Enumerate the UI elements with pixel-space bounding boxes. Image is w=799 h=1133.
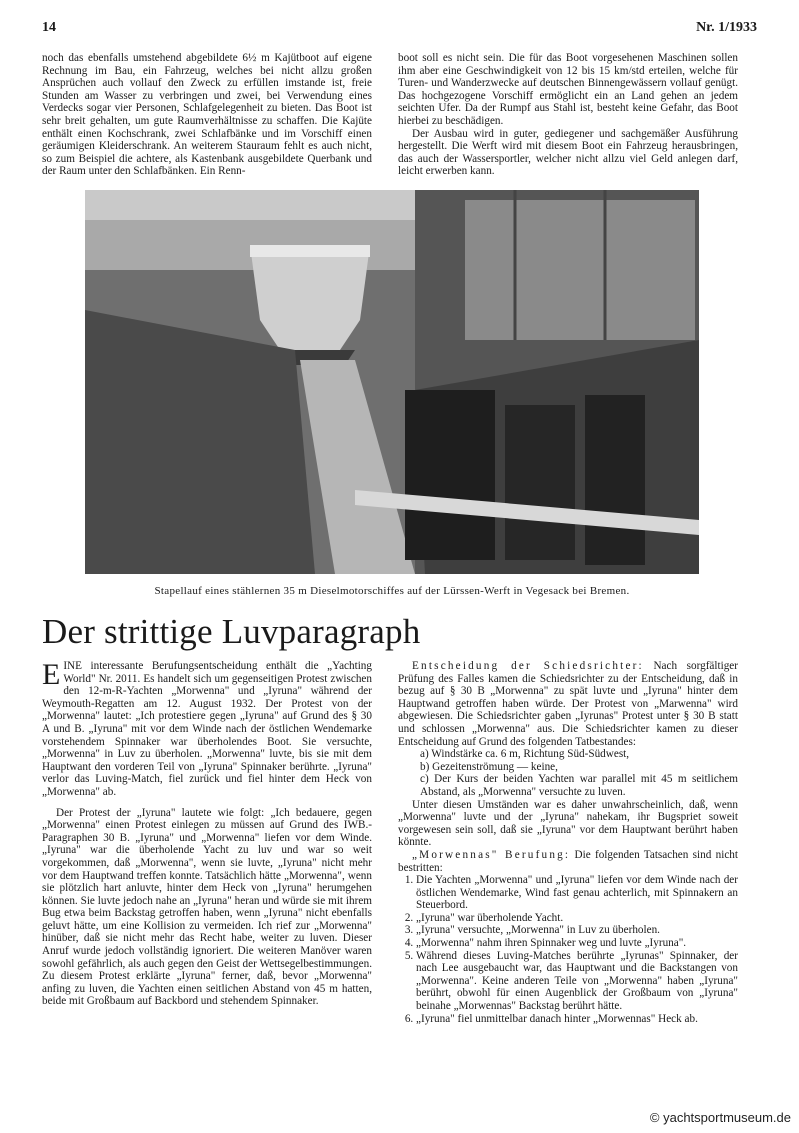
photo-illustration (85, 190, 699, 574)
paragraph-text: Nach sorgfältiger Prüfung des Falles kamen die Schiedsrichter zu der Entscheidung, daß in bezug auf § 30 B „Morwenna" zu spät luvte und „Iyruna" hinter dem Hauptwand getroffen haben würde. Der Protest von „Marwenna" wird abgewiesen. Die Schiedsrichter gaben „Iyrunas" Protest unter § 30 B statt und schlossen „Morwenna" aus. Die Schiedsrichter kamen zu dieser Entscheidung auf Grund des folgenden Tatbestandes: (398, 660, 738, 748)
paragraph (398, 849, 738, 874)
paragraph (398, 660, 738, 748)
paragraph: noch das ebenfalls umstehend abgebildete 6½ m Kajütboot auf eigene Rechnung im Bau, ein Fahrzeug, welches bei nicht allzu großen Ansprüchen auch vollauf den Zweck zu erfüllen imstande ist, freie Stunden am Wasser zu verbringen und zwei, bei Verwendung eines Verdecks sogar vier Personen, Schlafgelegenheit zu bieten. Das Boot ist sehr breit gehalten, um gute Raumverhältnisse zu schaffen. Die Kajüte enthält einen Kochschrank, zwei Schlafbänke und im Vorschiff einen geräumigen Kleiderschrank. An weiterem Stauraum fehlt es auch nicht, so zum Beispiel die achtere, als Kastenbank ausgebildete Querbank und der Raum unter den Schlafbänken. Ein Renn- (42, 52, 372, 178)
copyright-watermark: © yachtsportmuseum.de (649, 1110, 791, 1125)
issue-number: Nr. 1/1933 (696, 20, 757, 35)
ship-launch-photo (85, 190, 699, 574)
top-right-column (398, 52, 738, 178)
list-item: 4. „Morwenna" nahm ihren Spinnaker weg und luvte „Iyruna". (416, 937, 738, 950)
paragraph: Unter diesen Umständen war es daher unwahrscheinlich, daß, wenn „Morwenna" luvte und der „Iyruna" nahekam, ihr Bugspriet soweit vorgewesen sein soll, daß sie „Iyruna" vor dem Hauptwant berührt haben könnte. (398, 798, 738, 849)
list-item: 6. „Iyruna" fiel unmittelbar danach hinter „Morwennas" Heck ab. (416, 1013, 738, 1026)
paragraph: Der Ausbau wird in guter, gediegener und sachgemäßer Ausführung hergestellt. Die Werft wird mit diesem Boot ein Fahrzeug herausbringen, das auch der Wassersportler, welcher nicht allzu viel Geld anlegen darf, leicht erwerben kann. (398, 127, 738, 178)
fact-list (398, 748, 738, 798)
list-item: 3. „Iyruna" versuchte, „Morwenna" in Luv zu überholen. (416, 924, 738, 937)
photo-caption: Stapellauf eines stählernen 35 m Dieselmotorschiffes auf der Lürssen-Werft in Vegesack bei Bremen. (154, 585, 630, 597)
section-label: Entscheidung der Schiedsrichter: (412, 660, 644, 672)
list-item: 5. Während dieses Luving-Matches berührte „Iyrunas" Spinnaker, der nach Lee ausgebaucht war, das Hauptwant und die Backstangen von „Morwenna". Keine anderen Teile von „Morwenna" haben „Iyruna" berührt, obwohl für einen Augenblick der Großbaum von „Iyruna" beinahe „Morwennas" Backstag berührt hätte. (416, 950, 738, 1013)
list-item: a) Windstärke ca. 6 m, Richtung Süd-Südwest, (420, 748, 630, 761)
paragraph-text: INE interessante Berufungsentscheidung enthält die „Yachting World" Nr. 2011. Es handelt sich um gegenseitigen Protest zwischen den 12-m-R-Yachten „Morwenna" und „Iyruna" während der Weymouth-Regatten am 12. August 1932. Der Protest von der „Morwenna" lautet: „Ich protestiere gegen „Iyruna" auf Grund des § 30 A und B. „Iyruna" mit vor dem Winde nach der östlichen Wendemarke vorstehendem Spinnaker war überholendes Boot. Sie versuchte, „Morwenna" in Luv zu überholen. „Morwenna" luvte, bis sie mit dem Hauptwant den vorderen Teil von „Iyruna" Spinnaker berührte. „Iyruna" verlor das Luving-Match, fiel zurück und fiel hinter dem Heck von „Morwenna" ab. (42, 660, 372, 798)
paragraph (42, 660, 372, 799)
paragraph-text: Die folgenden Tatsachen sind nicht bestritten: (398, 848, 738, 874)
section-label: „Morwennas" Berufung: (412, 848, 571, 861)
page-number: 14 (42, 20, 56, 35)
article-left-column (42, 660, 372, 1008)
article-headline: Der strittige Luvparagraph (42, 612, 421, 651)
paragraph: boot soll es nicht sein. Die für das Boot vorgesehenen Maschinen sollen ihm aber eine Geschwindigkeit von 12 bis 15 km/std erteilen, welche für Turen- und Wanderzwecke auf deutschen Binnengewässern vollauf genügt. Das hochgezogene Vorschiff ermöglicht ein an Land gehen an jedem seichten Ufer. Da der Rumpf aus Stahl ist, besteht keine Gefahr, das Boot hierbei zu beschädigen. (398, 52, 738, 127)
top-left-column (42, 52, 372, 178)
list-item: 1. Die Yachten „Morwenna" und „Iyruna" liefen vor dem Winde nach der östlichen Wendemarke, Wind fast genau achterlich, mit Spinnakern an Steuerbord. (416, 874, 738, 912)
numbered-list (398, 874, 738, 1025)
paragraph: Der Protest der „Iyruna" lautete wie folgt: „Ich bedauere, gegen „Morwenna" einen Protest einlegen zu müssen auf Grund des IWB.-Paragraphen 30 B. „Iyruna" und „Morwenna" liefen vor dem Winde. „Iyruna" war die überholende Yacht zu luv und war so weit vorgekommen, daß „Morwenna", wenn sie luvte, „Iyruna" nicht mehr vor dem Hauptwand treffen konnte. Tatsächlich hätte „Morwenna", wenn sie plötzlich hart anluvte, hinter dem Heck von „Iyruna" herumgehen können. Sie luvte jedoch nahe an „Iyruna" heran und würde sie mit ihrem Bug etwa beim Backstag getroffen haben, wenn „Iyruna" nicht ebenfalls geluvt hätte, um eine Kollision zu vermeiden. Ich rief zur „Morwenna" hinüber, daß sie nicht mehr das Recht habe, weiter zu luven. Dieser Anruf wurde jedoch vollständig ignoriert. Die weiteren Manöver waren sowohl gefährlich, als auch gegen den Geist der Wettsegelbestimmungen. Zu diesem Protest erklärte „Iyruna" ferner, daß, bevor „Morwenna" anfing zu luven, die Yachten einen seitlichen Abstand von 45 m hatten, beide mit Großbaum auf Backbord und stehendem Spinnaker. (42, 806, 372, 1008)
article-right-column (398, 660, 738, 1025)
list-item: 2. „Iyruna" war überholende Yacht. (416, 912, 738, 925)
list-item: c) Der Kurs der beiden Yachten war parallel mit 45 m seitlichem Abstand, als „Morwenna" versuchte zu luven. (420, 773, 738, 798)
drop-cap: E (42, 658, 61, 691)
list-item: b) Gezeitenströmung — keine, (420, 760, 558, 773)
